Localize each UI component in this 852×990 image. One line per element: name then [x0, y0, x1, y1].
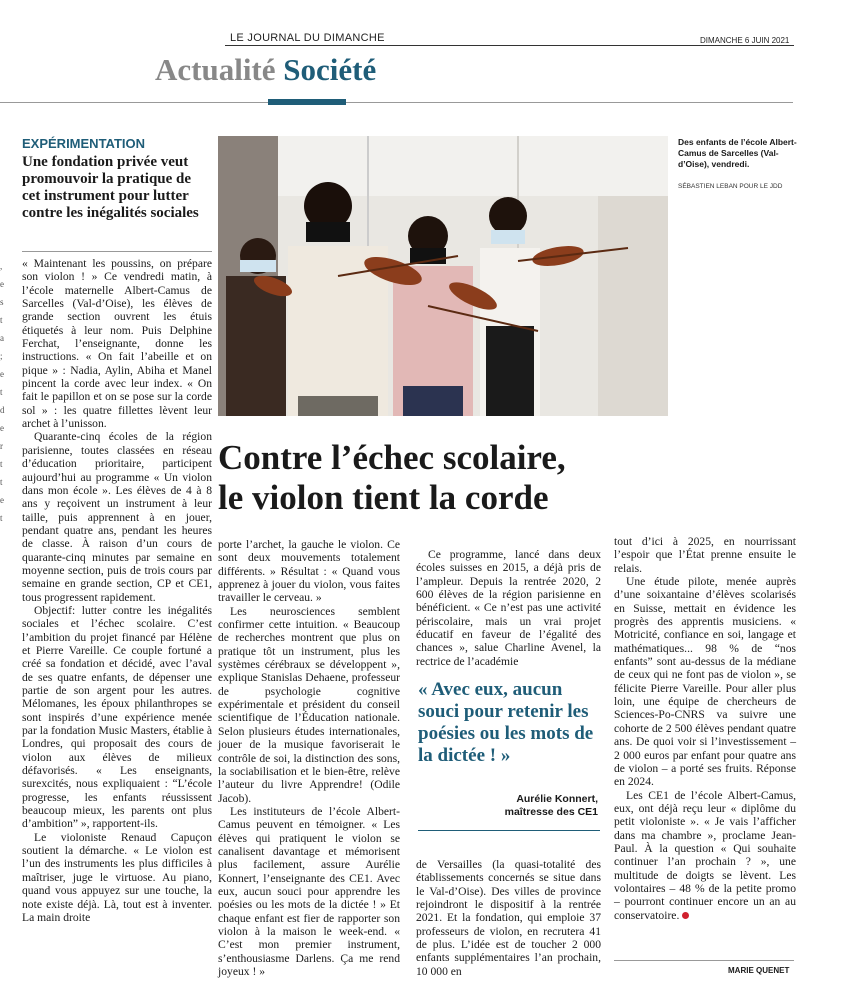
paragraph: Les neurosciences semblent confirmer cette intuition. « Beaucoup de recherches montrent que plus on pratique tôt un instrument, plus les systèmes cérébraux se développent », explique Stanislas Dehaene, professeur de psychologie cognitive expérimentale et président du conseil scientifique de l’Éducation nationale. Selon plusieurs études internationales, jouer de la musique favoriserait le contrôle de soi, la distinction des sons, la sociabilisation et le bien-être, relève l’auteur du livre Apprendre! (Odile Jacob). [218, 604, 400, 805]
paragraph: porte l’archet, la gauche le violon. Ce sont deux mouvements totalement différents. » Résultat : « Quand vous apprenez à jouer du violon, vous faites travailler le cerveau. » [218, 538, 400, 605]
section-rubric [155, 52, 376, 88]
headline-line-2: le violon tient la corde [218, 478, 549, 517]
neighbor-column-edge: , e s t a ; e t d e r t t e t [0, 261, 5, 523]
article-deck: Une fondation privée veut promouvoir la pratique de cet instrument pour lutter contre les inégalités sociales [22, 154, 199, 221]
paragraph: Objectif: lutter contre les inégalités sociales et l’échec scolaire. C’est l’ambition du projet financé par Hélène et Pierre Vareille. Ce couple fortuné a créé sa fondation et décidé, avec l’aval de ses quatre enfants, de dépenser une partie de son argent pour les autres. Mélomanes, les époux philanthropes se sont inspirés d’une expérience menée par la fondation Music Masters, établie à Londres, qui proposait des cours de violon aux élèves de milieux défavorisés. « Les enseignants, surexcités, nous expliquaient : “L’école progresse, les enfants réussissent beaucoup mieux, les parents ont plus d’ambition” », rapportent-ils. [22, 603, 212, 831]
masthead-rule [225, 45, 794, 46]
deck-divider [22, 251, 212, 252]
pull-quote-rule [418, 830, 600, 831]
article-kicker: EXPÉRIMENTATION [22, 136, 146, 151]
paragraph: de Versailles (la quasi-totalité des établissements concernés se situe dans le Val-d’Oise). Des villes de province rejoindront le dispositif à la rentrée 2021. Et la fondation, qui emploie 37 professeurs de violon, en recrutera 41 de plus. L’idée est de toucher 2 000 enfants supplémentaires l’an prochain, 10 000 en [416, 858, 601, 978]
rubric-rule [0, 102, 793, 103]
photo-caption: Des enfants de l’école Albert-Camus de Sarcelles (Val-d’Oise), vendredi. [678, 137, 797, 169]
article-column-4 [614, 535, 796, 922]
paragraph: Une étude pilote, menée auprès d’une soixantaine d’élèves scolarisés en Suisse, mettait en évidence les progrès des apprentis musiciens. « Motricité, confiance en soi, langage et mathématiques... 98 % de “nos enfants” sont au-dessus de la médiane de ceux qui ne font pas de violon », se félicite Pierre Vareille. Pour aller plus loin, une équipe de chercheurs de Sciences-Po-CNRS va suivre une cohorte de 2 500 élèves pendant quatre ans. De quoi voir si l’investissement – 2 000 euros par enfant pour quatre ans de violon – a porté ses fruits. Réponse en 2024. [614, 575, 796, 789]
newspaper-masthead: LE JOURNAL DU DIMANCHE [230, 32, 385, 44]
paragraph: Quarante-cinq écoles de la région parisienne, toutes classées en réseau d’éducation prioritaire, participent aujourd’hui au programme « Un violon dans mon école ». Les élèves de 4 à 8 ans y reçoivent un instrument à leur taille, puis apprennent à en jouer, pendant quatre ans, pendant les heures de classe. À raison d’un cours de quarante-cinq minutes par semaine en moyenne section, puis de trois cours par semaine en grande section, CP et CE1, tous progressent rapidement. [22, 430, 212, 604]
paragraph: tout d’ici à 2025, en nourrissant l’espoir que l’État prenne ensuite le relais. [614, 535, 796, 575]
rubric-subsection: Société [283, 52, 377, 87]
paragraph: Les instituteurs de l’école Albert-Camus peuvent en témoigner. « Les élèves qui pratiquent le violon se canalisent davantage et mémorisent plus facilement, assure Aurélie Konnert, l’enseignante des CE1. Avec eux, aucun souci pour apprendre les poésies ou les mots de la dictée ! » Et chaque enfant est fier de rapporter son violon à la maison le week-end. « C’est mon premier instrument, s’enthousiasme Darlens. Ça me rend joyeux ! » [218, 804, 400, 978]
paragraph [614, 789, 796, 922]
paragraph: Ce programme, lancé dans deux écoles suisses en 2015, a déjà pris de l’ampleur. Depuis la rentrée 2020, 2 600 élèves de la région parisienne en bénéficient. « Ce n’est pas une activité périscolaire, mais un vrai projet éducatif en faveur de l’égalité des chances », salue Charline Avenel, la rectrice de l’académie [416, 548, 601, 668]
article-column-2 [218, 538, 400, 978]
pull-quote-role: maîtresse des CE1 [504, 806, 598, 818]
final-paragraph-text: Les CE1 de l’école Albert-Camus, eux, ont déjà reçu leur « diplôme du petit violoniste ». « Je vais l’afficher dans ma chambre », proclame Jean-Paul. À la question « Qui souhaite continuer l’an prochain ? », une multitude de doigts se lèvent. Les volontaires – 48 % de la petite promo – pourront continuer encore un an au conservatoire. [614, 788, 796, 922]
pull-quote: « Avec eux, aucun souci pour retenir les poésies ou les mots de la dictée ! » [418, 679, 594, 766]
article-headline [218, 438, 818, 518]
rubric-section: Actualité [155, 52, 276, 87]
pull-quote-attribution [472, 793, 598, 819]
article-column-3-bottom [416, 858, 601, 978]
pull-quote-name: Aurélie Konnert, [516, 793, 598, 805]
issue-date: DIMANCHE 6 JUIN 2021 [700, 36, 790, 45]
article-column-1 [22, 257, 212, 924]
photo-credit: SÉBASTIEN LEBAN POUR LE JDD [678, 183, 783, 190]
byline-rule [614, 960, 794, 961]
paragraph: Le violoniste Renaud Capuçon soutient la démarche. « Le violon est l’un des instruments les plus difficiles à maîtriser, juge le virtuose. Au piano, quand vous appuyez sur une touche, la note existe déjà. Là, tout est à inventer. La main droite [22, 830, 212, 924]
article-column-3-top [416, 548, 601, 668]
paragraph: « Maintenant les poussins, on prépare son violon ! » Ce vendredi matin, à l’école maternelle Albert-Camus de Sarcelles (Val-d’Oise), les élèves de grande section ouvrent les étuis étiquetés à leur nom. Puis Delphine Ferchat, l’enseignante, donne les instructions. « On fait l’abeille et on pique » : Nadia, Aylin, Abiha et Manel pincent la corde avec leur index. « On fait le papillon et on se pose sur la corde sol » : les quatre fillettes lèvent leur archet à l’unisson. [22, 257, 212, 431]
end-of-article-icon [682, 912, 689, 919]
rubric-accent-bar [268, 99, 346, 105]
article-photo [218, 136, 668, 416]
article-byline: MARIE QUENET [728, 966, 790, 975]
headline-line-1: Contre l’échec scolaire, [218, 438, 566, 477]
